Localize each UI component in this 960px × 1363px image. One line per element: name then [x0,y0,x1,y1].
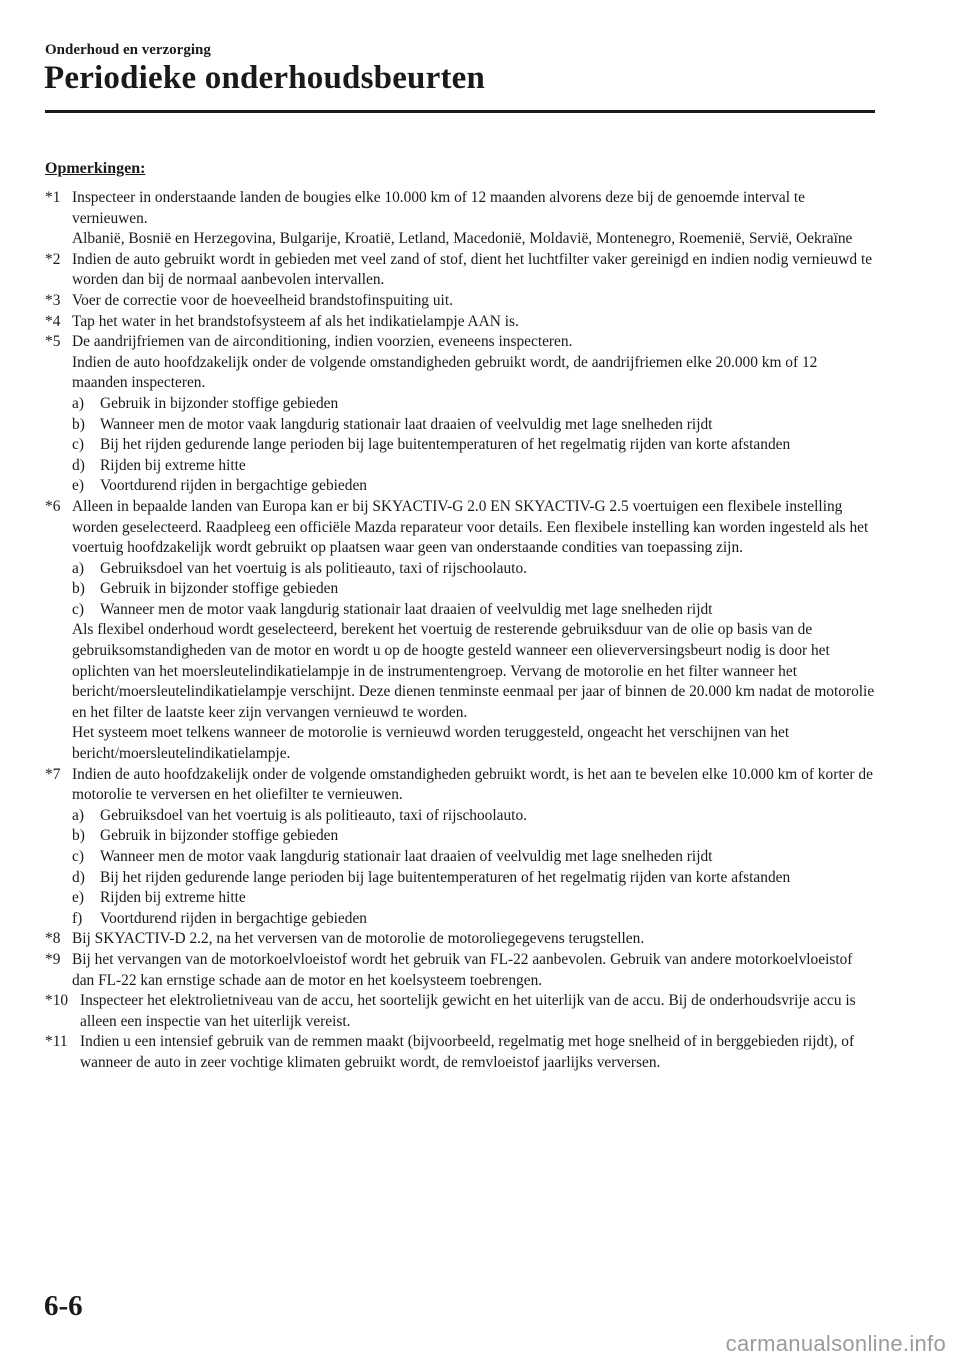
note-number: *10 [45,992,69,1010]
note-item [45,765,875,930]
subitem-text: Bij het rijden gedurende lange perioden bij lage buitentemperaturen of het regelmatig rijden van korte afstanden [100,436,791,454]
note-text: De aandrijfriemen van de airconditioning, indien voorzien, eveneens inspecteren. [72,333,573,351]
subitem-text: Wanneer men de motor vaak langdurig stationair laat draaien of veelvuldig met lage snelheden rijdt [100,600,713,618]
note-text: Indien u een intensief gebruik van de remmen maakt (bijvoorbeeld, regelmatig met hoge snelheid of in berggebieden rijdt), of wanneer de auto in zeer vochtige klimaten gebruikt wordt, de remvloeistof jaarlijks verversen. [80,1033,855,1071]
subitem-letter: c) [72,600,84,618]
page-title: Periodieke onderhoudsbeurten [44,60,486,96]
note-number: *9 [45,950,61,968]
note-item [45,312,875,333]
subitem-letter: d) [72,456,85,474]
note-text: Alleen in bepaalde landen van Europa kan er bij SKYACTIV-G 2.0 EN SKYACTIV-G 2.5 voertuigen een flexibele instelling worden geselecteerd. Raadpleeg een officiële Mazda reparateur voor details. Een flexibele instelling kan worden ingesteld als het voertuig hoofdzakelijk wordt gebruikt op plaatsen waar geen van onderstaande condities van toepassing zijn. [72,497,869,557]
note-subitem [72,847,875,868]
note-item [45,929,875,950]
subitem-text: Gebruiksdoel van het voertuig is als politieauto, taxi of rijschoolauto. [100,806,527,824]
subitem-letter: a) [72,559,84,577]
notes-list [45,188,875,1074]
note-followup-text: Het systeem moet telkens wanneer de motorolie is vernieuwd worden teruggesteld, ongeacht het verschijnen van het bericht/moersleutelindikatielampje. [72,724,790,763]
note-number: *6 [45,497,61,515]
note-subitem [72,435,875,456]
note-text: Voer de correctie voor de hoeveelheid brandstofinspuiting uit. [72,291,453,309]
note-item [45,332,875,497]
subitem-text: Rijden bij extreme hitte [100,456,246,474]
note-item [45,291,875,312]
note-item [45,1032,875,1073]
note-followup-text: Als flexibel onderhoud wordt geselecteerd, berekent het voertuig de resterende gebruiksduur van de olie op basis van de gebruiksomstandigheden van de motor en wordt u op de hoogte gesteld wanneer een olieverversingsbeurt nodig is door het oplichten van het moersleutelindikatielampje in de instrumentengroep. Vervang de motorolie en het filter wanneer het bericht/moersleutelindikatielampje verschijnt. Deze dienen tenminste eenmaal per jaar of binnen de 20.000 km nadat de motorolie en het filter de laatste keer zijn vervangen vernieuwd te worden. [72,621,875,721]
note-subitem [72,579,875,600]
note-item [45,497,875,765]
subitem-letter: c) [72,436,84,454]
note-text: Inspecteer in onderstaande landen de bougies elke 10.000 km of 12 maanden alvorens deze bij de genoemde interval te vernieuwen. [72,189,805,227]
subitem-text: Rijden bij extreme hitte [100,889,246,907]
note-item [45,188,875,250]
subitem-letter: b) [72,415,85,433]
subitem-letter: b) [72,827,85,845]
note-item [45,250,875,291]
subitem-letter: a) [72,806,84,824]
note-extra-text: Indien de auto hoofdzakelijk onder de volgende omstandigheden gebruikt wordt, de aandrijfriemen elke 20.000 km of 12 maanden inspecteren. [72,353,818,392]
title-rule [45,110,875,113]
section-label: Onderhoud en verzorging [45,42,211,58]
note-number: *2 [45,250,61,268]
note-subitem [72,806,875,827]
subitem-text: Wanneer men de motor vaak langdurig stationair laat draaien of veelvuldig met lage snelheden rijdt [100,415,713,433]
subitem-letter: e) [72,889,84,907]
subitem-text: Gebruik in bijzonder stoffige gebieden [100,394,339,412]
note-subitem [72,559,875,580]
note-text: Tap het water in het brandstofsysteem af als het indikatielampje AAN is. [72,312,519,330]
subitem-text: Voortdurend rijden in bergachtige gebieden [100,477,367,495]
note-extra-text: Albanië, Bosnië en Herzegovina, Bulgarije, Kroatië, Letland, Macedonië, Moldavië, Montenegro, Roemenië, Servië, Oekraïne [72,230,853,248]
note-number: *1 [45,189,61,206]
note-subitem [72,888,875,909]
note-subitem [72,456,875,477]
note-number: *3 [45,291,61,309]
note-number: *5 [45,333,61,351]
note-number: *4 [45,312,61,330]
subitem-letter: b) [72,580,85,598]
note-text: Bij het vervangen van de motorkoelvloeistof wordt het gebruik van FL-22 aanbevolen. Gebruik van andere motorkoelvloeistof dan FL-22 kan ernstige schade aan de motor en het koelsysteem toebrengen. [72,950,853,989]
note-subitem [72,909,875,930]
subitem-letter: e) [72,477,84,495]
subitem-letter: d) [72,868,85,886]
note-item [45,991,875,1032]
note-number: *11 [45,1033,68,1051]
note-item [45,950,875,991]
note-number: *8 [45,930,61,948]
subitem-letter: a) [72,394,84,412]
page-number: 6-6 [44,1290,83,1322]
subitem-text: Gebruik in bijzonder stoffige gebieden [100,827,339,845]
notes-heading: Opmerkingen: [45,160,146,177]
note-text: Inspecteer het elektrolietniveau van de accu, het soortelijk gewicht en het uiterlijk van de accu. Bij de onderhoudsvrije accu is alleen een inspectie van het uiterlijk vereist. [80,992,856,1030]
subitem-text: Gebruiksdoel van het voertuig is als politieauto, taxi of rijschoolauto. [100,559,527,577]
subitem-letter: c) [72,848,84,865]
note-subitem [72,476,875,497]
subitem-text: Wanneer men de motor vaak langdurig stationair laat draaien of veelvuldig met lage snelheden rijdt [100,848,713,865]
note-text: Indien de auto gebruikt wordt in gebieden met veel zand of stof, dient het luchtfilter vaker gereinigd en indien nodig vernieuwd te worden dan bij de normaal aanbevolen intervallen. [72,250,873,289]
note-subitem [72,868,875,889]
note-text: Bij SKYACTIV-D 2.2, na het verversen van de motorolie de motoroliegegevens terugstellen. [72,930,645,948]
subitem-text: Voortdurend rijden in bergachtige gebieden [100,909,367,927]
note-subitem [72,415,875,436]
subitem-text: Gebruik in bijzonder stoffige gebieden [100,580,339,598]
note-number: *7 [45,765,61,783]
note-text: Indien de auto hoofdzakelijk onder de volgende omstandigheden gebruikt wordt, is het aan te bevelen elke 10.000 km of korter de motorolie te verversen en het oliefilter te vernieuwen. [72,765,873,804]
watermark: carmanualsonline.info [725,1331,946,1356]
subitem-text: Bij het rijden gedurende lange perioden bij lage buitentemperaturen of het regelmatig rijden van korte afstanden [100,868,791,886]
note-subitem [72,826,875,847]
note-subitem [72,394,875,415]
subitem-letter: f) [72,909,83,927]
note-subitem [72,600,875,621]
